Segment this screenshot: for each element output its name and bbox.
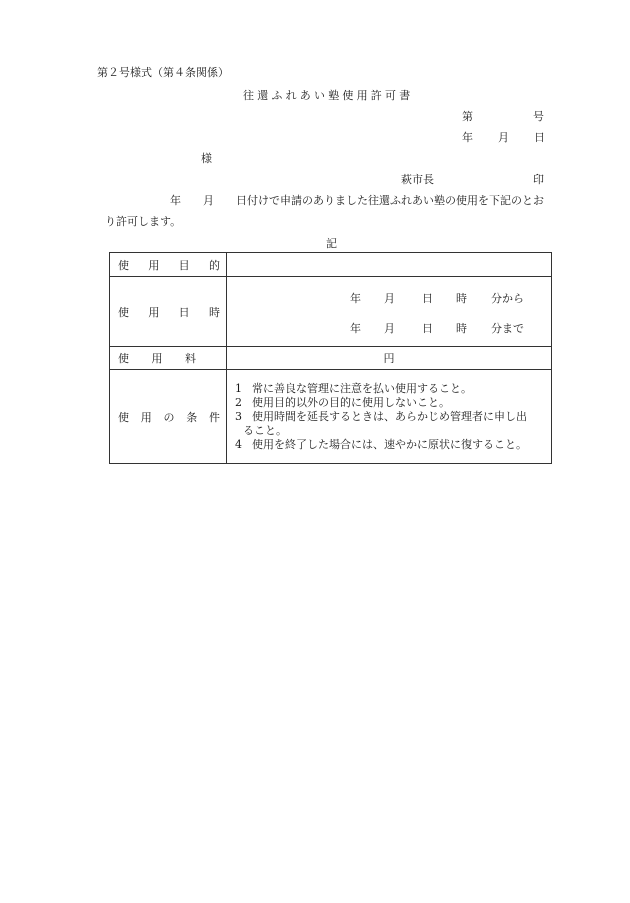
date-day-label: 日 <box>534 131 545 144</box>
purpose-label: 使 用 目 的 <box>110 253 227 277</box>
date-month-label: 月 <box>498 131 509 144</box>
condition-item: 1 常に善良な管理に注意を払い使用すること。 <box>235 381 472 395</box>
conditions-value <box>227 370 552 464</box>
permit-table <box>109 252 552 464</box>
fee-label: 使 用 料 <box>110 347 227 370</box>
datetime-to: 年 月 日 時 分まで <box>350 321 524 335</box>
datetime-from: 年 月 日 時 分から <box>350 291 524 305</box>
condition-item: 4 使用を終了した場合には、速やかに原状に復すること。 <box>235 437 527 451</box>
datetime-value <box>227 277 552 347</box>
body-year: 年 <box>170 194 181 207</box>
fee-row <box>110 347 552 370</box>
fee-value <box>227 347 552 370</box>
number-prefix: 第 <box>462 110 473 123</box>
datetime-label: 使 用 日 時 <box>110 277 227 347</box>
body-text-line2: り許可します。 <box>105 215 182 228</box>
body-rest: 日付けで申請のありました往還ふれあい塾の使用を下記のとお <box>236 194 544 207</box>
addressee-suffix: 様 <box>201 152 212 165</box>
purpose-row <box>110 253 552 277</box>
ki-heading: 記 <box>326 237 337 250</box>
body-text-line1 <box>170 194 544 208</box>
conditions-label: 使 用 の 条 件 <box>110 370 227 464</box>
condition-item: 3 使用時間を延長するときは、あらかじめ管理者に申し出 <box>235 409 527 423</box>
form-number: 第２号様式（第４条関係） <box>97 66 229 79</box>
date-year-label: 年 <box>462 131 473 144</box>
document-title: 往還ふれあい塾使用許可書 <box>243 89 414 102</box>
body-month: 月 <box>203 194 214 207</box>
condition-item-continued: ること。 <box>243 423 287 437</box>
number-suffix: 号 <box>533 110 544 123</box>
datetime-row <box>110 277 552 347</box>
conditions-row <box>110 370 552 464</box>
purpose-value <box>227 253 552 277</box>
seal-mark: 印 <box>533 173 544 186</box>
condition-item: 2 使用目的以外の目的に使用しないこと。 <box>235 395 450 409</box>
yen-unit: 円 <box>383 352 395 365</box>
issuer-name: 萩市長 <box>401 173 434 186</box>
